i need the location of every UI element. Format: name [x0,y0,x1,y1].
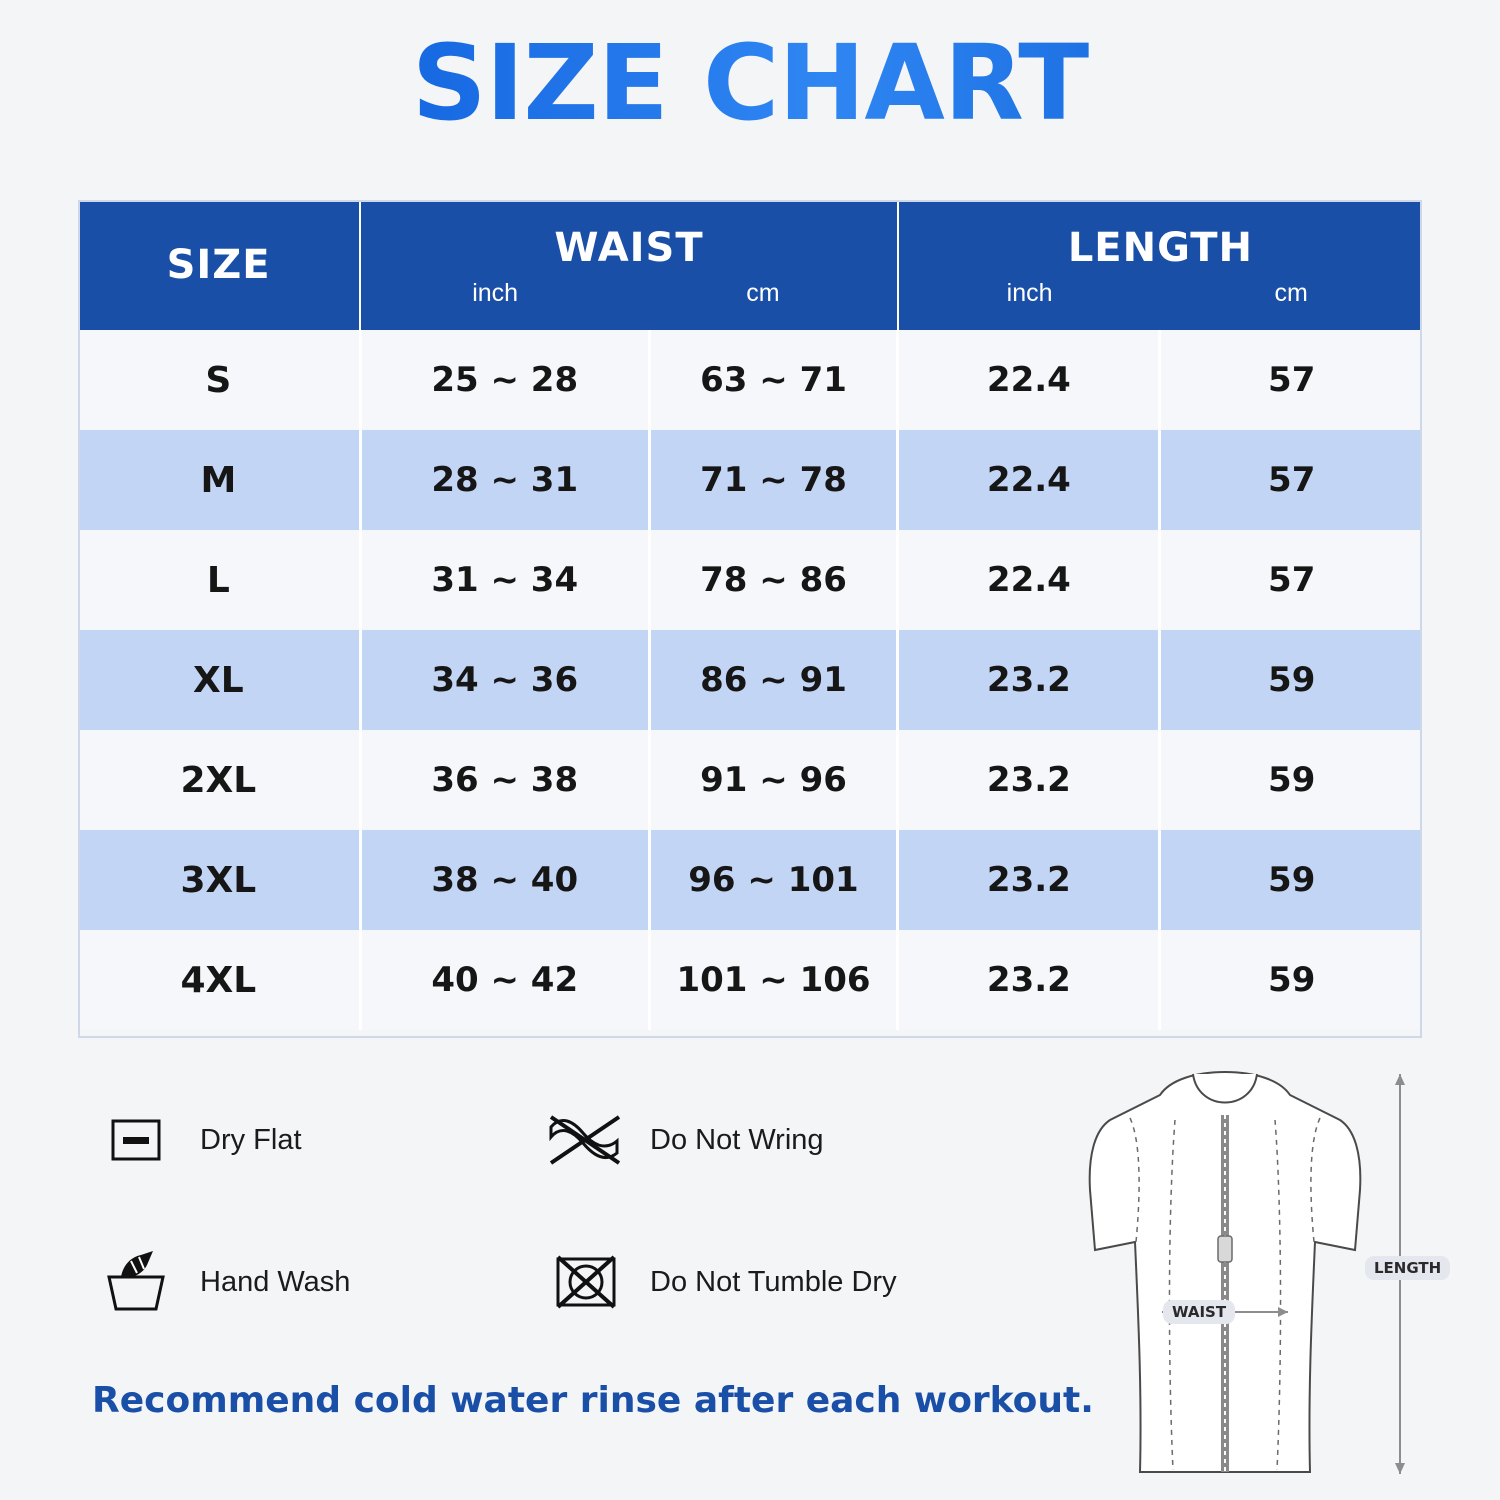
table-header [78,200,1422,330]
header-length-label: LENGTH [1067,224,1253,271]
do-not-wring-icon [540,1100,632,1180]
cell-length-inch: 23.2 [898,830,1160,930]
table-row [78,430,1422,530]
cell-waist-inch: 34 ~ 36 [360,630,649,730]
cell-length-cm: 59 [1160,830,1422,930]
cell-waist-inch: 25 ~ 28 [360,330,649,430]
care-label: Dry Flat [200,1123,302,1156]
cell-waist-inch: 38 ~ 40 [360,830,649,930]
cell-length-inch: 22.4 [898,430,1160,530]
cell-length-inch: 23.2 [898,630,1160,730]
header-length-cm: cm [1274,278,1308,307]
cell-waist-cm: 86 ~ 91 [649,630,898,730]
header-length [898,200,1422,330]
cell-length-cm: 57 [1160,330,1422,430]
cell-length-inch: 23.2 [898,730,1160,830]
care-item-hand-wash [90,1242,540,1322]
length-tag: LENGTH [1365,1256,1450,1280]
cell-size: 2XL [78,730,360,830]
do-not-tumble-dry-icon [540,1242,632,1322]
cell-waist-cm: 91 ~ 96 [649,730,898,830]
table-row [78,630,1422,730]
cell-waist-cm: 96 ~ 101 [649,830,898,930]
header-size-label: SIZE [166,242,271,288]
cell-waist-cm: 78 ~ 86 [649,530,898,630]
cell-waist-inch: 36 ~ 38 [360,730,649,830]
care-item-do-not-tumble-dry [540,1242,990,1322]
header-waist-label: WAIST [554,224,704,271]
cell-length-cm: 59 [1160,930,1422,1030]
cell-size: XL [78,630,360,730]
cell-waist-inch: 40 ~ 42 [360,930,649,1030]
cell-length-inch: 23.2 [898,930,1160,1030]
cell-size: 3XL [78,830,360,930]
care-instructions [90,1100,1020,1384]
cell-waist-cm: 63 ~ 71 [649,330,898,430]
size-chart-table [78,200,1422,1030]
table-row [78,530,1422,630]
cell-size: 4XL [78,930,360,1030]
cell-waist-inch: 28 ~ 31 [360,430,649,530]
care-item-do-not-wring [540,1100,990,1180]
table-row [78,830,1422,930]
header-waist-cm: cm [746,278,780,307]
cell-waist-cm: 101 ~ 106 [649,930,898,1030]
cell-length-cm: 57 [1160,530,1422,630]
header-length-inch: inch [1006,278,1053,307]
care-note: Recommend cold water rinse after each workout. [92,1380,1094,1421]
header-size [78,200,360,330]
care-label: Hand Wash [200,1265,351,1298]
cell-length-cm: 57 [1160,430,1422,530]
cell-length-inch: 22.4 [898,330,1160,430]
care-item-dry-flat [90,1100,540,1180]
cell-size: M [78,430,360,530]
table-row [78,330,1422,430]
care-label: Do Not Tumble Dry [650,1265,897,1298]
cell-length-cm: 59 [1160,730,1422,830]
hand-wash-icon [90,1242,182,1322]
page-title: SIZE CHART [0,22,1500,144]
cell-size: S [78,330,360,430]
cell-waist-inch: 31 ~ 34 [360,530,649,630]
table-row [78,730,1422,830]
dry-flat-icon [90,1100,182,1180]
cell-length-inch: 22.4 [898,530,1160,630]
table-row [78,930,1422,1030]
table-body [78,330,1422,1030]
cell-length-cm: 59 [1160,630,1422,730]
waist-tag: WAIST [1163,1300,1235,1324]
garment-diagram [1010,1060,1460,1490]
cell-waist-cm: 71 ~ 78 [649,430,898,530]
cell-size: L [78,530,360,630]
header-waist-inch: inch [472,278,519,307]
header-waist [360,200,898,330]
care-label: Do Not Wring [650,1123,824,1156]
